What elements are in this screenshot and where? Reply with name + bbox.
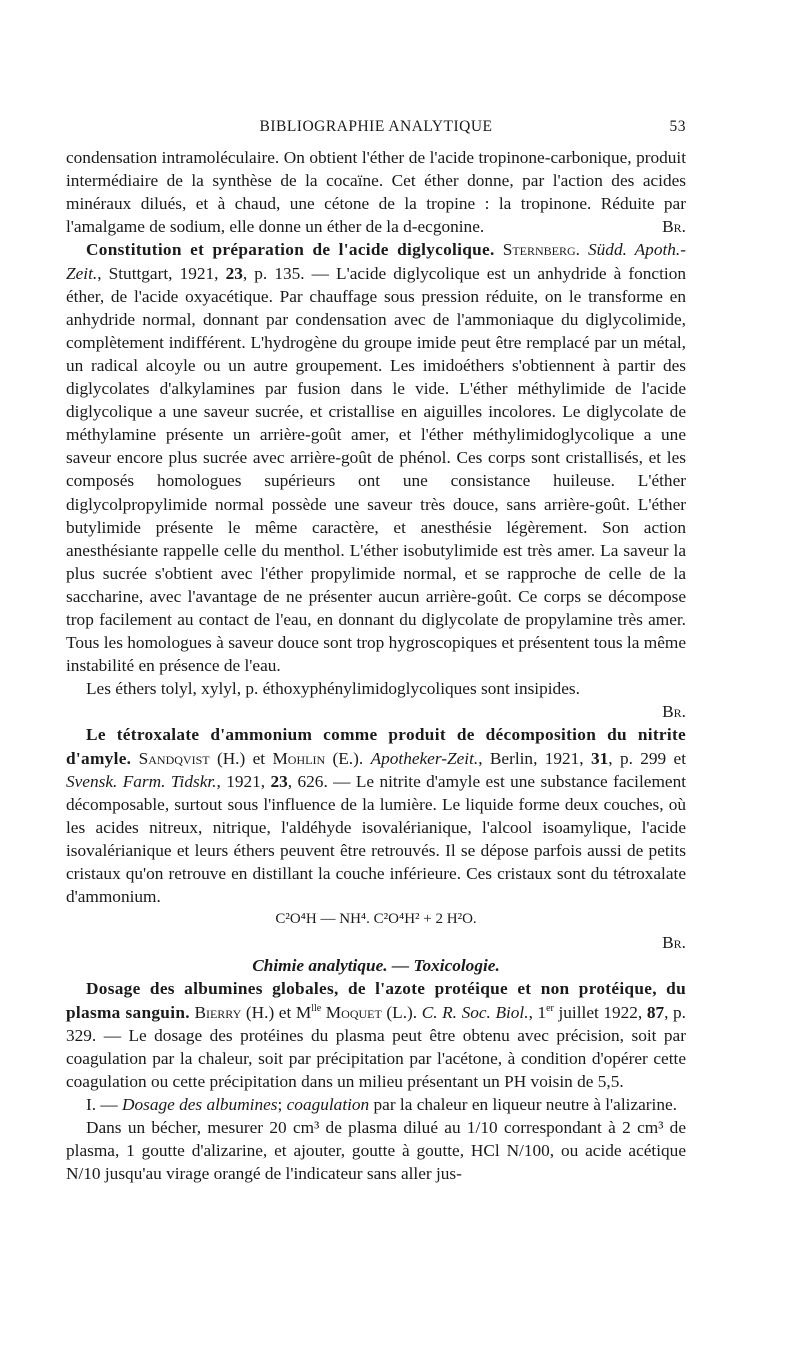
continued-paragraph: condensation intramoléculaire. On obtient l'éther de l'acide tropinone-carbonique, produit intermédiaire de la synthèse de la cocaïne. Cet éther donne, par l'action des acides minéraux dilués, et à chaud, une cétone de la tropine : la tropinone. Réduite par l'amalgame de sodium, elle donne un éther de la d-ecgonine. — [66, 148, 686, 237]
author: Sternberg. — [502, 240, 580, 260]
running-head — [66, 118, 686, 140]
citation: juillet 1922, — [553, 1002, 647, 1022]
abstract-text: Les éthers tolyl, xylyl, p. éthoxyphénylimidoglycoliques sont insipides. — [86, 679, 580, 699]
abstract-text: L'acide diglycolique est un anhydride à fonction éther, de l'acide oxyacétique. Par chauffage sous pression réduite, on le transforme en anhydride normal, donnant par condensation avec de l'ammoniaque du diglycolimide, complètement indifférent. L'hydrogène du groupe imide peut être remplacé par un métal, un radical alcoyle ou un autre groupement. Les imidoéthers s'obtiennent à partir des diglycolates d'alkylamines par fusion dans le vide. L'éther méthylimide de l'acide diglycolique a une saveur sucrée, et cristallise en aiguilles incolores. Le diglycolate de méthylamine présente un arrière-goût amer, et l'éther méthylimidoglycolique a une saveur encore plus sucrée avec arrière-goût de phénol. Ces corps sont cristallisés, et les composés homologues supérieurs ont une consistance huileuse. L'éther diglycolpropylimide normal possède une saveur très douce, sans arrière-goût. L'éther butylimide présente le même caractère, et anesthésie légèrement. Son action anesthésiante rappelle celle du menthol. L'éther isobutylimide est très amer. La saveur la plus sucrée s'obtient avec l'éther propylimide normal, et se rapproche de celle de la saccharine, avec l'avantage de ne présenter aucun arrière-goût. Ce corps se décompose trop facilement au contact de l'eau, en donnant du diglycolate de propylamine très amer. Tous les homologues à saveur douce sont trop hygroscopiques et présentent tous la même instabilité en présence de l'eau. — [66, 263, 686, 676]
citation: , p. 135. — — [242, 263, 337, 283]
signature: Br. — [662, 217, 686, 237]
volume: 31 — [590, 748, 609, 768]
article-diglycolique — [66, 238, 686, 677]
item-text: par la chaleur en liqueur neutre à l'alizarine. — [369, 1094, 677, 1114]
author-initials: (E.). — [325, 748, 371, 768]
article-title: Le tétroxalate d'ammonium comme produit de décomposition du nitrite d'amyle. — [66, 725, 686, 768]
citation: , 1921, — [216, 771, 271, 791]
article-dosage — [66, 977, 686, 1092]
article-title: Constitution et préparation de l'acide diglycolique. — [86, 240, 495, 260]
author-initials: (L.). — [381, 1002, 422, 1022]
signature: Br. — [662, 933, 686, 953]
citation: , p. 299 et — [608, 748, 686, 768]
author-initials: (H.) et M — [241, 1002, 312, 1022]
author: Sandqvist — [138, 748, 210, 768]
page-body — [66, 146, 686, 1185]
item-title: Dosage des albumines — [122, 1094, 278, 1114]
citation: , 1 — [528, 1002, 547, 1022]
citation: , p. 329. — — [66, 1002, 686, 1045]
citation: , Berlin, 1921, — [478, 748, 591, 768]
abstract-text: Le dosage des protéines du plasma peut être obtenu avec précision, soit par coagulation par la chaleur, soit par précipitation par l'acétone, à condition d'opérer cette coagulation ou cette précipitation dans un milieu présentant un PH voisin de 5,5. — [66, 1025, 686, 1091]
journal: Südd. Apoth.-Zeit. — [66, 240, 686, 283]
page-number: 53 — [669, 118, 686, 135]
author: Bierry — [194, 1002, 242, 1022]
superscript: er — [546, 1002, 554, 1014]
citation: , 626. — — [287, 771, 356, 791]
journal: C. R. Soc. Biol. — [421, 1002, 529, 1022]
volume: 23 — [225, 263, 243, 283]
author: Mohlin — [272, 748, 326, 768]
article-title: Dosage des albumines globales, de l'azote protéique et non protéique, du plasma sanguin. — [66, 979, 686, 1022]
journal: Svensk. Farm. Tidskr. — [66, 771, 217, 791]
citation: , Stuttgart, 1921, — [97, 263, 226, 283]
item-separator: ; — [277, 1094, 287, 1114]
author: Moquet — [321, 1002, 382, 1022]
signature: Br. — [662, 702, 686, 722]
superscript: lle — [311, 1002, 322, 1014]
procedure-item — [66, 1093, 686, 1116]
journal: Apotheker-Zeit. — [370, 748, 479, 768]
section-heading: Chimie analytique. — Toxicologie. — [252, 956, 500, 976]
author-initials: (H.) et — [209, 748, 273, 768]
volume: 23 — [270, 771, 288, 791]
article-tetroxalate — [66, 723, 686, 908]
chemical-formula: C²O⁴H — NH⁴. C²O⁴H² + 2 H²O. — [275, 911, 477, 928]
item-number: I. — — [86, 1094, 122, 1114]
abstract-text: Le nitrite d'amyle est une substance facilement décomposable, surtout sous l'influence de la lumière. Le liquide forme deux couches, où les acides nitreux, nitrique, l'aldéhyde isovalérianique, l'alcool isoamylique, l'acide isovalérianique et leurs éthers peuvent être retrouvés. Il se dépose parfois aussi de petits cristaux qu'on retrouve en distillant la couche inférieure. Ces cristaux sont du tétroxalate d'ammonium. — [66, 771, 687, 907]
volume: 87 — [646, 1002, 665, 1022]
running-title: BIBLIOGRAPHIE ANALYTIQUE — [259, 118, 493, 135]
item-subtitle: coagulation — [286, 1094, 370, 1114]
procedure-text: Dans un bécher, mesurer 20 cm³ de plasma dilué au 1/10 correspondant à 2 cm³ de plasma, 1 goutte d'alizarine, et ajouter, goutte à goutte, HCl N/100, ou acide acétique N/10 jusqu'au virage orangé de l'indicateur sans aller jus- — [66, 1118, 686, 1184]
